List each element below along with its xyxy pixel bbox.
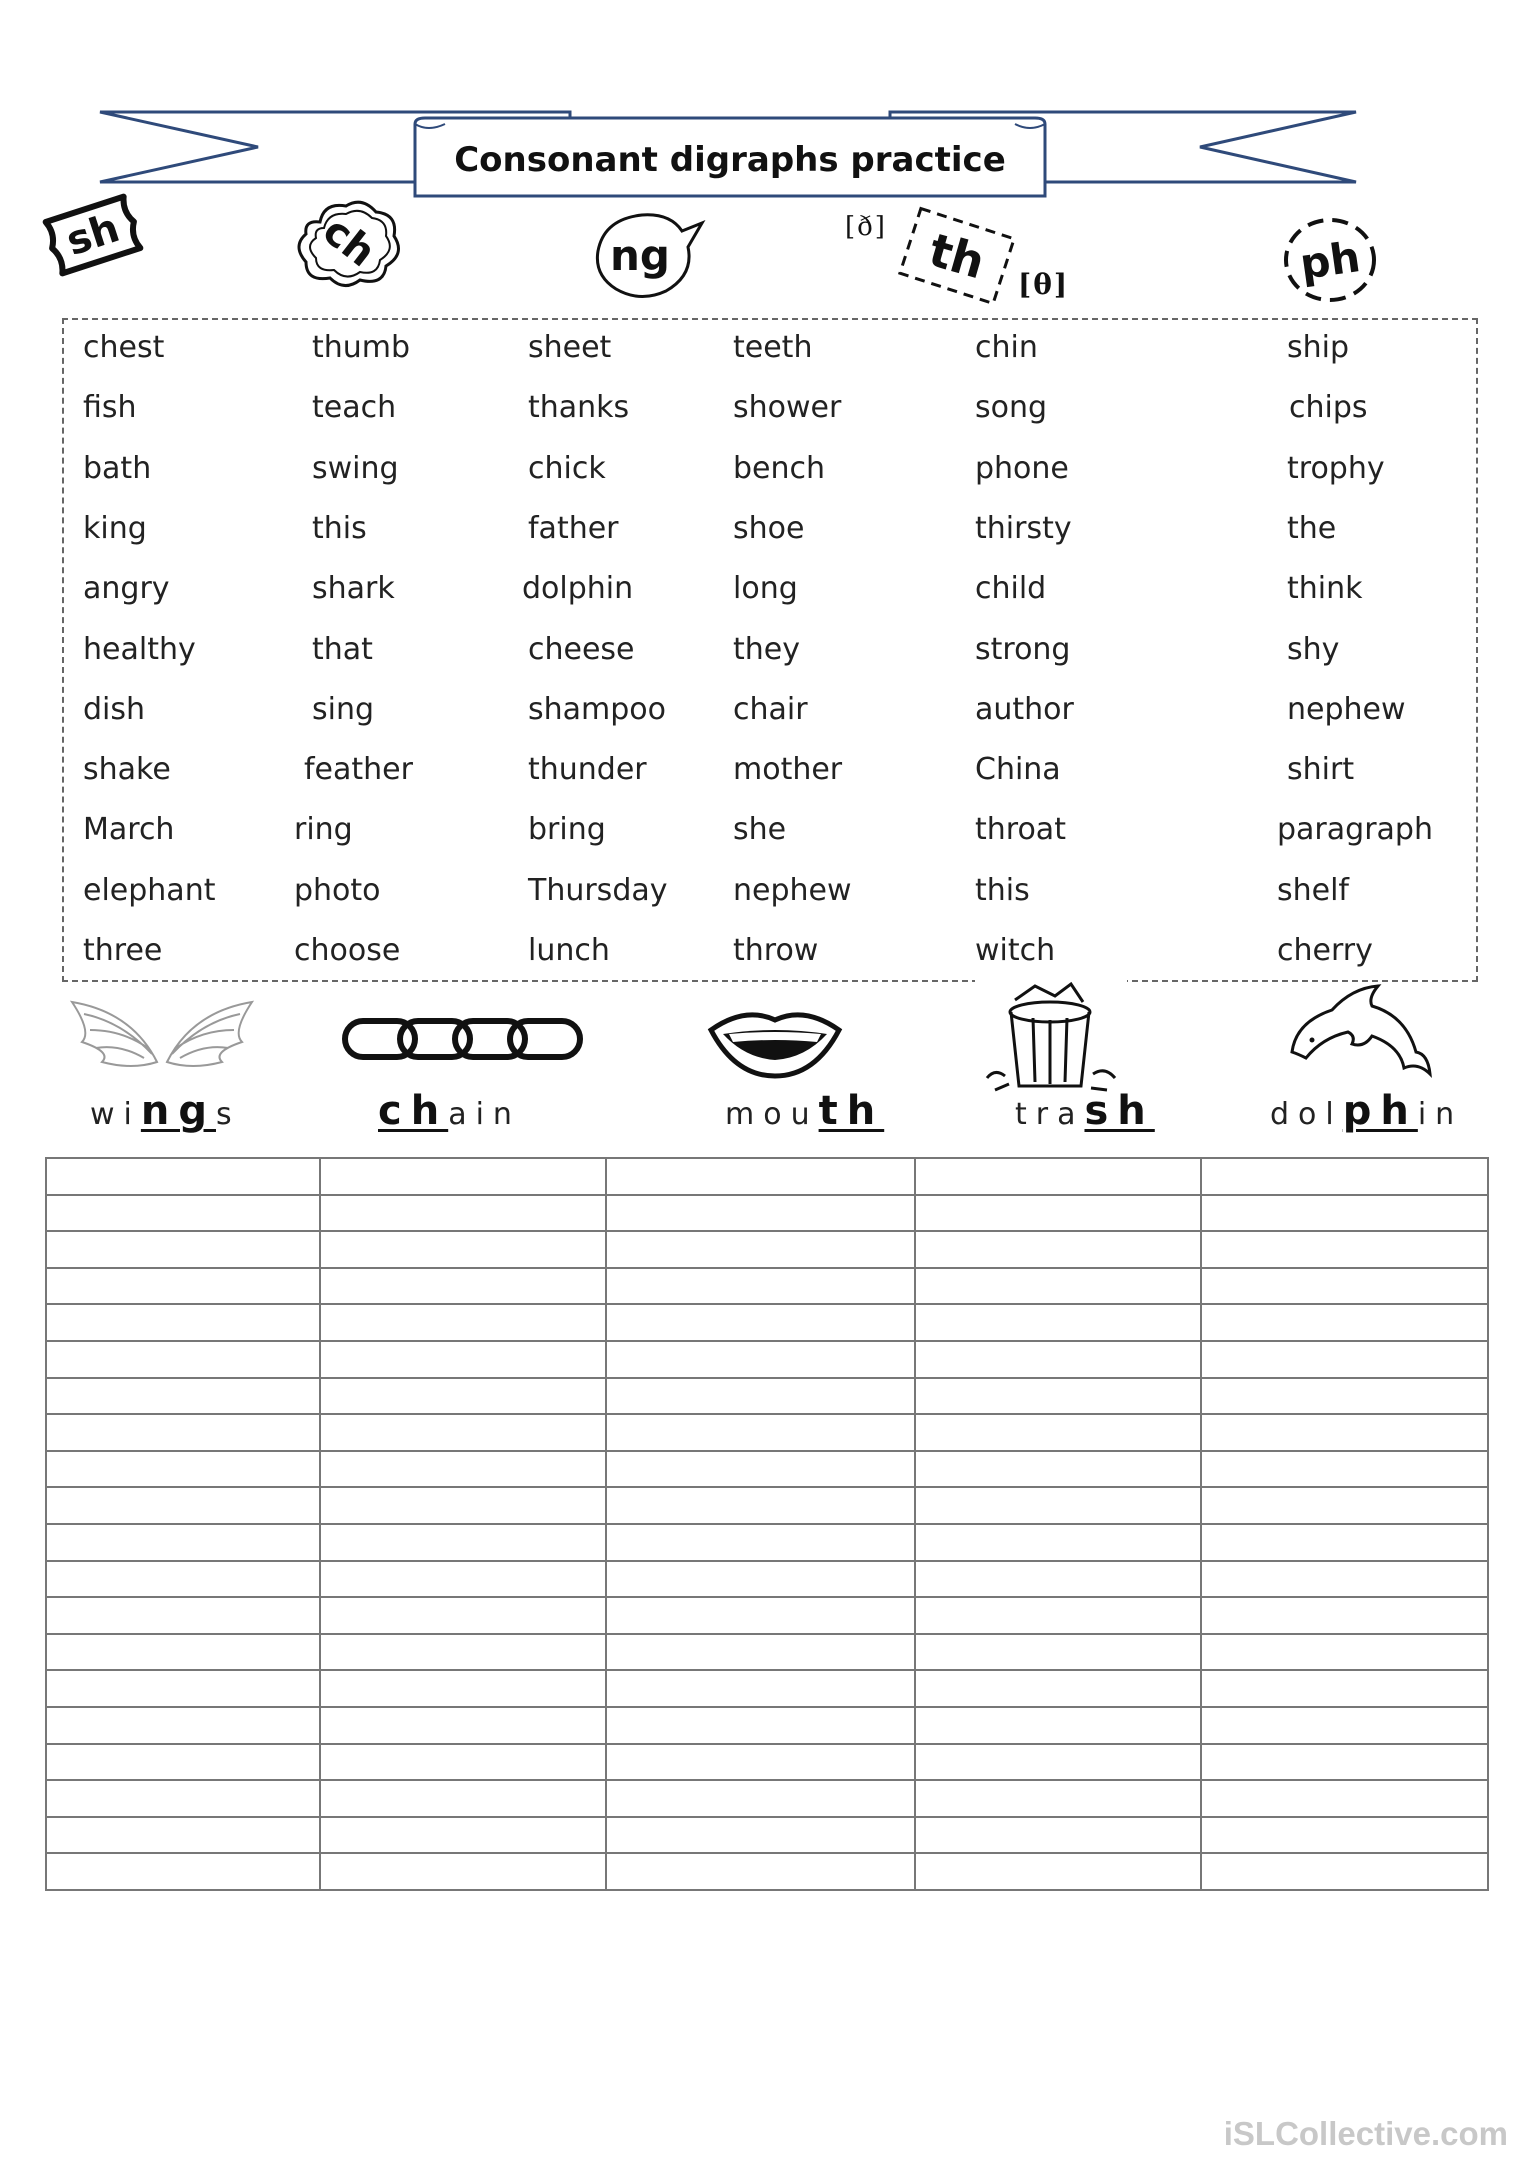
word-item: king (83, 510, 147, 546)
word-item: choose (294, 933, 401, 968)
word-item: China (975, 752, 1061, 788)
answer-table (45, 1157, 1489, 1891)
word-item: shy (1287, 631, 1340, 667)
answer-cell[interactable] (915, 1451, 1201, 1488)
picture-word (725, 1088, 884, 1134)
picture-word-start: tra (1015, 1097, 1085, 1132)
answer-cell[interactable] (1201, 1524, 1488, 1561)
table-row (46, 1451, 1488, 1488)
answer-cell[interactable] (606, 1268, 915, 1305)
answer-cell[interactable] (46, 1707, 320, 1744)
picture-word-end: in (1417, 1097, 1464, 1132)
answer-cell[interactable] (1201, 1268, 1488, 1305)
answer-cell[interactable] (1201, 1414, 1488, 1451)
word-item: this (975, 872, 1030, 908)
answer-cell[interactable] (915, 1414, 1201, 1451)
picture-word (1015, 1088, 1155, 1134)
answer-cell[interactable] (46, 1195, 320, 1232)
word-item: Thursday (528, 872, 668, 908)
trash-can-icon (975, 978, 1125, 1098)
word-item: cherry (1277, 933, 1373, 968)
answer-cell[interactable] (606, 1231, 915, 1268)
word-item: strong (975, 631, 1071, 667)
word-item: shake (83, 752, 171, 788)
answer-cell[interactable] (606, 1670, 915, 1707)
table-row (46, 1561, 1488, 1598)
picture-word-digraph: ng (140, 1088, 216, 1134)
answer-cell[interactable] (1201, 1853, 1488, 1890)
word-item: they (733, 631, 800, 667)
title-banner (0, 0, 1532, 240)
word-item: three (83, 933, 163, 968)
answer-cell[interactable] (46, 1524, 320, 1561)
answer-cell[interactable] (915, 1817, 1201, 1854)
word-item: feather (304, 752, 413, 788)
badge-th (892, 206, 1022, 306)
answer-cell[interactable] (46, 1817, 320, 1854)
answer-cell[interactable] (606, 1524, 915, 1561)
word-item: shower (733, 390, 842, 426)
table-row (46, 1707, 1488, 1744)
word-item: healthy (83, 631, 196, 667)
table-row (46, 1378, 1488, 1415)
table-row (46, 1780, 1488, 1817)
picture-word (1270, 1088, 1463, 1134)
word-item: swing (312, 450, 399, 486)
answer-cell[interactable] (606, 1853, 915, 1890)
answer-cell[interactable] (606, 1561, 915, 1598)
word-item: elephant (83, 872, 216, 908)
watermark: iSLCollective.com (1223, 2115, 1508, 2152)
word-item: long (733, 571, 798, 607)
word-item: witch (975, 933, 1056, 968)
word-item: sing (312, 691, 375, 727)
answer-cell[interactable] (46, 1670, 320, 1707)
word-item: lunch (528, 933, 610, 968)
answer-cell[interactable] (320, 1707, 606, 1744)
word-item: shirt (1287, 752, 1355, 788)
answer-cell[interactable] (915, 1744, 1201, 1781)
word-item: throat (975, 812, 1066, 848)
table-row (46, 1231, 1488, 1268)
word-item: the (1287, 510, 1337, 546)
answer-cell[interactable] (915, 1195, 1201, 1232)
answer-cell[interactable] (46, 1268, 320, 1305)
table-row (46, 1195, 1488, 1232)
answer-cell[interactable] (606, 1634, 915, 1671)
answer-cell[interactable] (320, 1378, 606, 1415)
word-item: bench (733, 450, 826, 486)
answer-cell[interactable] (46, 1853, 320, 1890)
answer-cell[interactable] (1201, 1487, 1488, 1524)
answer-cell[interactable] (46, 1158, 320, 1195)
answer-cell[interactable] (320, 1524, 606, 1561)
word-item: mother (733, 752, 843, 788)
answer-cell[interactable] (1201, 1304, 1488, 1341)
answer-cell[interactable] (915, 1231, 1201, 1268)
phonetic-voiceless: [θ] (1018, 268, 1070, 301)
word-item: dolphin (522, 571, 634, 607)
answer-cell[interactable] (606, 1304, 915, 1341)
word-item: dish (83, 691, 146, 727)
word-item: chips (1289, 390, 1368, 426)
answer-cell[interactable] (606, 1158, 915, 1195)
answer-cell[interactable] (606, 1780, 915, 1817)
word-item: thunder (528, 752, 647, 788)
badge-th-label: th (923, 222, 991, 290)
picture-word-start: mou (725, 1097, 819, 1132)
answer-cell[interactable] (606, 1487, 915, 1524)
answer-cell[interactable] (606, 1451, 915, 1488)
answer-cell[interactable] (320, 1231, 606, 1268)
picture-word-digraph: th (818, 1088, 885, 1134)
answer-cell[interactable] (1201, 1670, 1488, 1707)
answer-cell[interactable] (46, 1487, 320, 1524)
answer-cell[interactable] (46, 1561, 320, 1598)
answer-cell[interactable] (320, 1487, 606, 1524)
answer-cell[interactable] (320, 1853, 606, 1890)
word-item: thumb (312, 330, 411, 365)
answer-cell[interactable] (606, 1341, 915, 1378)
answer-cell[interactable] (915, 1670, 1201, 1707)
answer-cell[interactable] (1201, 1341, 1488, 1378)
word-item: bath (83, 450, 152, 486)
word-item: child (975, 571, 1047, 607)
badge-ng (590, 205, 710, 305)
table-row (46, 1414, 1488, 1451)
badge-ch-label: ch (314, 207, 384, 277)
answer-cell[interactable] (46, 1231, 320, 1268)
chain-icon (340, 1005, 585, 1075)
badge-ph-label: ph (1296, 231, 1364, 289)
word-item: father (528, 510, 619, 546)
answer-cell[interactable] (1201, 1744, 1488, 1781)
answer-cell[interactable] (606, 1597, 915, 1634)
answer-cell[interactable] (46, 1634, 320, 1671)
answer-cell[interactable] (46, 1597, 320, 1634)
word-item: bring (528, 812, 606, 848)
answer-cell[interactable] (320, 1414, 606, 1451)
word-item: ring (294, 812, 353, 848)
word-item: song (975, 390, 1048, 426)
answer-cell[interactable] (915, 1634, 1201, 1671)
answer-cell[interactable] (1201, 1195, 1488, 1232)
table-row (46, 1268, 1488, 1305)
answer-cell[interactable] (320, 1195, 606, 1232)
answer-cell[interactable] (1201, 1707, 1488, 1744)
badge-ng-label: ng (610, 230, 670, 280)
word-item: ship (1287, 330, 1350, 365)
table-row (46, 1634, 1488, 1671)
answer-cell[interactable] (1201, 1597, 1488, 1634)
answer-cell[interactable] (320, 1670, 606, 1707)
badge-sh (38, 190, 148, 280)
word-item: chick (528, 450, 606, 486)
badge-sh-label: sh (61, 205, 125, 265)
table-row (46, 1817, 1488, 1854)
word-item: chair (733, 691, 808, 727)
word-item: chin (975, 330, 1038, 365)
answer-cell[interactable] (1201, 1158, 1488, 1195)
answer-cell[interactable] (320, 1744, 606, 1781)
answer-cell[interactable] (320, 1780, 606, 1817)
badge-ph (1275, 210, 1385, 310)
answer-cell[interactable] (46, 1744, 320, 1781)
answer-cell[interactable] (915, 1853, 1201, 1890)
word-item: sheet (528, 330, 612, 365)
word-item: she (733, 812, 787, 848)
answer-cell[interactable] (606, 1817, 915, 1854)
picture-word (378, 1088, 521, 1134)
table-row (46, 1597, 1488, 1634)
answer-cell[interactable] (320, 1561, 606, 1598)
answer-cell[interactable] (46, 1451, 320, 1488)
table-row (46, 1524, 1488, 1561)
answer-cell[interactable] (606, 1378, 915, 1415)
table-row (46, 1744, 1488, 1781)
answer-cell[interactable] (320, 1634, 606, 1671)
word-item: nephew (1287, 691, 1406, 727)
dolphin-icon (1282, 982, 1432, 1082)
answer-cell[interactable] (1201, 1780, 1488, 1817)
word-item: teach (312, 390, 397, 426)
answer-cell[interactable] (46, 1304, 320, 1341)
picture-word-end: s (215, 1097, 241, 1132)
word-item: shelf (1277, 872, 1349, 908)
table-row (46, 1670, 1488, 1707)
answer-cell[interactable] (1201, 1817, 1488, 1854)
answer-cell[interactable] (320, 1268, 606, 1305)
answer-cell[interactable] (915, 1268, 1201, 1305)
word-item: shoe (733, 510, 805, 546)
picture-word-end: ain (448, 1097, 521, 1132)
answer-cell[interactable] (1201, 1561, 1488, 1598)
answer-cell[interactable] (915, 1561, 1201, 1598)
answer-cell[interactable] (46, 1378, 320, 1415)
answer-cell[interactable] (1201, 1451, 1488, 1488)
answer-cell[interactable] (606, 1414, 915, 1451)
badge-ch (290, 192, 408, 292)
page-title: Consonant digraphs practice (454, 140, 1006, 180)
word-item: chest (83, 330, 165, 365)
word-item: paragraph (1277, 812, 1433, 848)
answer-cell[interactable] (320, 1597, 606, 1634)
answer-cell[interactable] (606, 1195, 915, 1232)
word-item: March (83, 812, 175, 848)
answer-cell[interactable] (320, 1304, 606, 1341)
mouth-icon (705, 1002, 845, 1082)
answer-cell[interactable] (915, 1597, 1201, 1634)
answer-cell[interactable] (320, 1817, 606, 1854)
wings-icon (62, 992, 262, 1082)
answer-cell[interactable] (320, 1341, 606, 1378)
answer-cell[interactable] (320, 1158, 606, 1195)
picture-word (90, 1088, 241, 1134)
answer-cell[interactable] (915, 1341, 1201, 1378)
picture-word-digraph: ph (1342, 1088, 1418, 1134)
answer-cell[interactable] (915, 1304, 1201, 1341)
word-item: think (1287, 571, 1363, 607)
picture-word-digraph: sh (1084, 1088, 1155, 1134)
answer-cell[interactable] (915, 1780, 1201, 1817)
table-row (46, 1487, 1488, 1524)
word-item: fish (83, 390, 137, 426)
word-item: teeth (733, 330, 813, 365)
word-item: shark (312, 571, 395, 607)
answer-cell[interactable] (46, 1414, 320, 1451)
word-item: throw (733, 933, 819, 968)
word-item: shampoo (528, 691, 667, 727)
word-item: angry (83, 571, 170, 607)
answer-cell[interactable] (606, 1707, 915, 1744)
table-row (46, 1304, 1488, 1341)
word-item: cheese (528, 631, 635, 667)
word-item: thirsty (975, 510, 1072, 546)
picture-word-start: wi (90, 1097, 141, 1132)
table-row (46, 1853, 1488, 1890)
word-item: thanks (528, 390, 630, 426)
word-item: trophy (1287, 450, 1385, 486)
answer-cell[interactable] (1201, 1634, 1488, 1671)
word-item: phone (975, 450, 1069, 486)
word-item: this (312, 510, 367, 546)
answer-cell[interactable] (915, 1487, 1201, 1524)
word-item: author (975, 691, 1074, 727)
picture-word-start: dol (1270, 1097, 1343, 1132)
answer-cell[interactable] (1201, 1378, 1488, 1415)
answer-cell[interactable] (606, 1744, 915, 1781)
table-row (46, 1158, 1488, 1195)
word-item: nephew (733, 872, 852, 908)
answer-cell[interactable] (915, 1707, 1201, 1744)
answer-cell[interactable] (46, 1780, 320, 1817)
answer-cell[interactable] (915, 1158, 1201, 1195)
phonetic-voiced: [ð] (845, 212, 887, 242)
picture-word-digraph: ch (378, 1088, 449, 1134)
answer-cell[interactable] (320, 1451, 606, 1488)
table-row (46, 1341, 1488, 1378)
answer-cell[interactable] (915, 1378, 1201, 1415)
answer-cell[interactable] (46, 1341, 320, 1378)
word-item: that (312, 631, 373, 667)
answer-cell[interactable] (1201, 1231, 1488, 1268)
answer-cell[interactable] (915, 1524, 1201, 1561)
word-item: photo (294, 872, 381, 908)
